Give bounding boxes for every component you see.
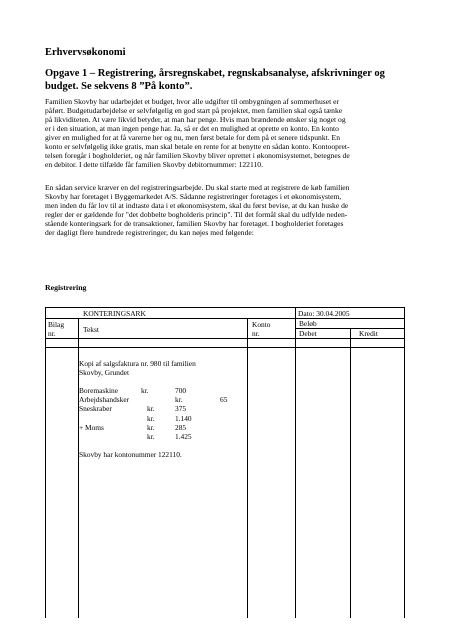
- table-rule: [45, 338, 405, 339]
- entry-text: [79, 359, 259, 459]
- text-line: der dagligt flere hundrede registreringer, du kan nøjes med følgende:: [45, 228, 254, 238]
- section-subheading: Registrering: [45, 283, 87, 292]
- item-currency: kr.: [141, 386, 149, 396]
- item-amount: 285: [175, 422, 187, 432]
- paragraph-instructions: [45, 183, 415, 237]
- entry-row: [79, 432, 259, 441]
- entry-intro-line: Kopi af salgsfaktura nr. 980 til familien: [79, 359, 196, 368]
- entry-row: [79, 404, 259, 413]
- table-rule: [45, 318, 405, 319]
- item-amount: kr.: [175, 395, 183, 405]
- item-extra: 65: [220, 395, 228, 405]
- item-amount: 1.425: [175, 431, 192, 441]
- text-line: konto er selvfølgelig ikke gratis, man skal betale en rente for at benytte en sådan konto. Kontoopret-: [45, 142, 350, 152]
- text-line: stående konteringsark for de transaktioner, familien Skovby har foretaget. I bogholderiet foretages: [45, 219, 344, 229]
- item-name: + Moms: [79, 422, 104, 432]
- item-name: Arbejdshandsker: [79, 395, 130, 405]
- text-line: regler der er gældende for "det dobbelte bogholderis princip". Til det formål skal du udfylde neden-: [45, 210, 348, 220]
- text-line: telsen foregår i bogholderiet, og når familien Skovby bliver oprettet i økonomisystemet, betegnes de: [45, 151, 350, 161]
- item-amount: 375: [175, 404, 187, 414]
- sheet-title: KONTERINGSARK: [83, 309, 146, 318]
- item-currency: kr.: [147, 413, 155, 423]
- item-currency: kr.: [147, 422, 155, 432]
- paragraph-intro: [45, 97, 415, 169]
- text-line: er i den situation, at man ingen penge har. Ja, så er det en mulighed at oprette en konto. En konto: [45, 124, 339, 134]
- table-border-top: [45, 307, 405, 308]
- col-header-kredit: Kredit: [359, 329, 378, 338]
- entry-row: [79, 423, 259, 432]
- spacer: [79, 441, 259, 450]
- entry-footer: Skovby har kontonummer 122110.: [79, 449, 182, 459]
- document-heading: Erhvervsøkonomi: [45, 47, 126, 58]
- item-currency: kr.: [147, 431, 155, 441]
- item-amount: 1.140: [175, 413, 192, 423]
- konteringsark-table: [45, 300, 405, 618]
- table-col-divider: [295, 307, 296, 618]
- task-title-line: budget. Se sekvens 8 ”På konto”.: [45, 80, 193, 92]
- col-header-konto: Konto: [252, 320, 271, 329]
- table-col-divider: [350, 328, 351, 618]
- entry-intro-line: Skovby, Grundet: [79, 368, 130, 378]
- entry-row: [79, 395, 259, 404]
- entry-row: [79, 414, 259, 423]
- text-line: påført. Budgetudarbejdelse er selvfølgelig en god start på projektet, men familien skal også tænke: [45, 106, 343, 116]
- table-rule: [45, 347, 405, 348]
- text-line: giver en mulighed for at få varerne her og nu, men først betale for dem på et senere tidspunkt. En: [45, 133, 340, 143]
- text-line: på likviditeten. At være likvid betyder, at man har penge. Hvis man brændende ønsker sig noget og: [45, 115, 346, 125]
- col-header-bilag-nr: nr.: [48, 329, 56, 338]
- spacer: [79, 377, 259, 386]
- col-header-tekst: Tekst: [83, 325, 99, 334]
- item-name: Sneskraber: [79, 404, 112, 414]
- text-line: En sådan service kræver en del registreringsarbejde. Du skal starte med at registrere de køb familien: [45, 183, 350, 192]
- sheet-date: Dato: 30.04.2005: [298, 309, 350, 318]
- item-currency: kr.: [147, 404, 155, 414]
- col-header-belob: Beløb: [299, 319, 317, 328]
- text-line: Familien Skovby har udarbejdet et budget, hvor alle udgifter til ombygningen af sommerhuset er: [45, 97, 339, 106]
- table-border-left: [45, 307, 46, 618]
- table-border-right: [404, 307, 405, 618]
- text-line: en debitor. I dette tilfælde får familien Skovby debitornummer: 122110.: [45, 160, 263, 170]
- col-header-debet: Debet: [299, 329, 317, 338]
- entry-row: [79, 386, 259, 395]
- task-title-line: Opgave 1 – Registrering, årsregnskabet, regnskabsanalyse, afskrivninger og: [45, 68, 385, 79]
- text-line: men inden du får lov til at indtaste data i et økonomisystem, skal du først bevise, at du kan huske de: [45, 201, 349, 211]
- item-amount: 700: [175, 386, 187, 396]
- text-line: Skovby har foretaget i Byggemarkedet A/S. Sådanne registreringer foretages i et økonomisystem,: [45, 192, 342, 202]
- col-header-konto-nr: nr.: [252, 329, 260, 338]
- item-name: Boremaskine: [79, 386, 118, 396]
- task-title: [45, 68, 415, 93]
- col-header-bilag: Bilag: [48, 320, 65, 329]
